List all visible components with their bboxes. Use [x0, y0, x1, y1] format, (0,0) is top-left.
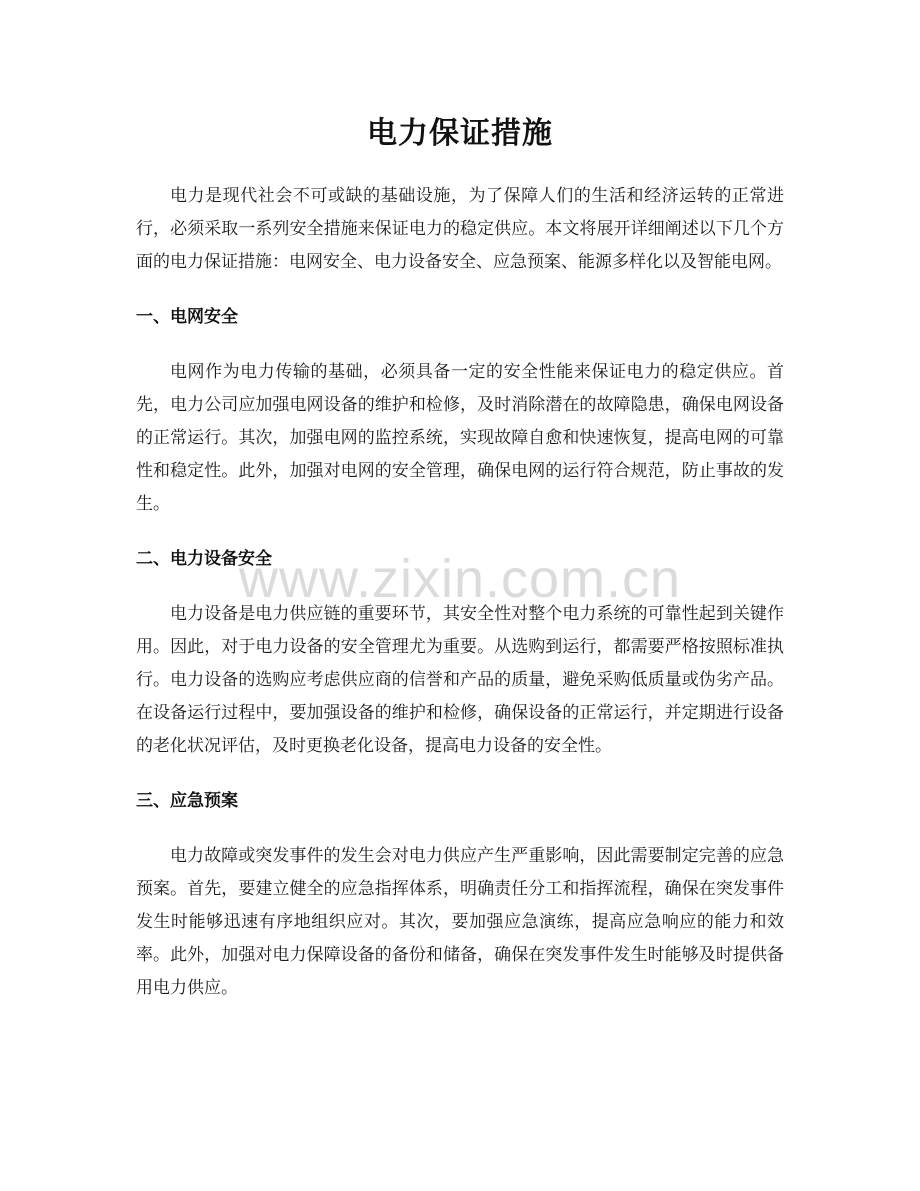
section-heading-emergency-plan: 三、应急预案 [136, 791, 238, 811]
section-heading-equipment-safety: 二、电力设备安全 [136, 549, 272, 569]
intro-paragraph: 电力是现代社会不可或缺的基础设施，为了保障人们的生活和经济运转的正常进行，必须采取一系列安全措施来保证电力的稳定供应。本文将展开详细阐述以下几个方面的电力保证措施：电网安全、电力设备安全、应急预案、能源多样化以及智能电网。 [136, 186, 784, 272]
section-body-emergency-plan: 电力故障或突发事件的发生会对电力供应产生严重影响，因此需要制定完善的应急预案。首先，要建立健全的应急指挥体系，明确责任分工和指挥流程，确保在突发事件发生时能够迅速有序地组织应对。其次，要加强应急演练，提高应急响应的能力和效率。此外，加强对电力保障设备的备份和储备，确保在突发事件发生时能够及时提供备用电力供应。 [136, 846, 784, 998]
document-body [136, 180, 784, 1005]
section-body-equipment-safety: 电力设备是电力供应链的重要环节，其安全性对整个电力系统的可靠性起到关键作用。因此，对于电力设备的安全管理尤为重要。从选购到运行，都需要严格按照标准执行。电力设备的选购应考虑供应商的信誉和产品的质量，避免采购低质量或伪劣产品。在设备运行过程中，要加强设备的维护和检修，确保设备的正常运行，并定期进行设备的老化状况评估，及时更换老化设备，提高电力设备的安全性。 [136, 604, 784, 756]
watermark-text: www.zixin.com.cn [238, 549, 682, 609]
section-heading-grid-safety: 一、电网安全 [136, 307, 238, 327]
section-body-grid-safety: 电网作为电力传输的基础，必须具备一定的安全性能来保证电力的稳定供应。首先，电力公司应加强电网设备的维护和检修，及时消除潜在的故障隐患，确保电网设备的正常运行。其次，加强电网的监控系统，实现故障自愈和快速恢复，提高电网的可靠性和稳定性。此外，加强对电网的安全管理，确保电网的运行符合规范，防止事故的发生。 [136, 362, 784, 514]
document-title: 电力保证措施 [367, 116, 553, 151]
